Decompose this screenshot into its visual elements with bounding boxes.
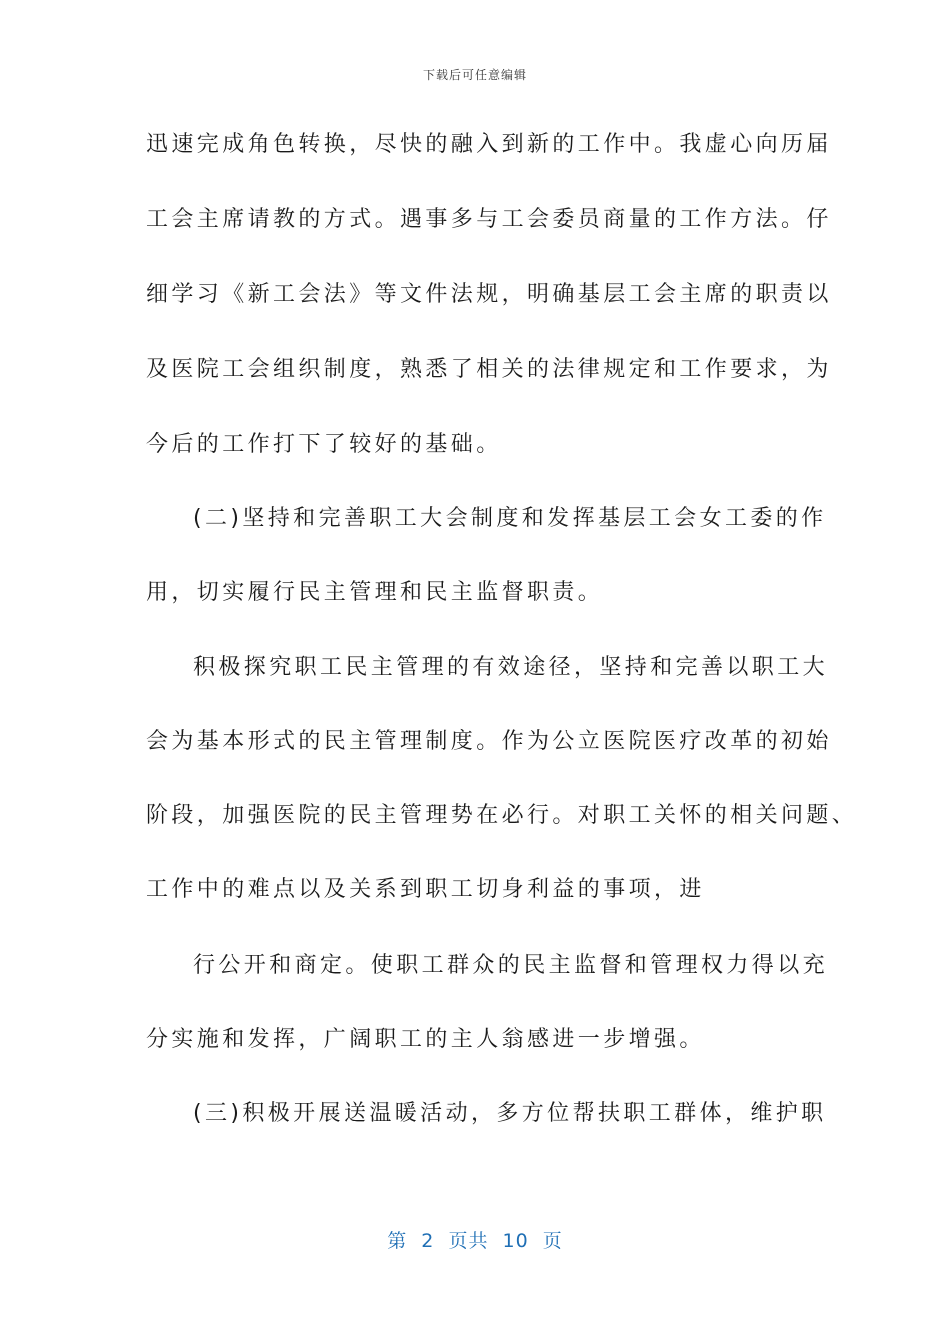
page-number-footer: 第 2 页共 10 页 [387, 1230, 563, 1252]
body-text-line: 及医院工会组织制度，熟悉了相关的法律规定和工作要求，为 [146, 357, 832, 382]
body-text-line: 工会主席请教的方式。遇事多与工会委员商量的工作方法。仔 [146, 207, 832, 232]
body-text-line: 细学习《新工会法》等文件法规，明确基层工会主席的职责以 [146, 282, 832, 307]
body-text-line: (二)坚持和完善职工大会制度和发挥基层工会女工委的作 [193, 506, 827, 531]
body-text-line: 迅速完成角色转换，尽快的融入到新的工作中。我虚心向历届 [146, 132, 832, 157]
body-text-line: 用，切实履行民主管理和民主监督职责。 [146, 580, 604, 605]
body-text-line: 分实施和发挥，广阔职工的主人翁感进一步增强。 [146, 1027, 705, 1052]
body-text-line: (三)积极开展送温暖活动，多方位帮扶职工群体，维护职 [193, 1101, 827, 1126]
page-header: 下载后可任意编辑 [422, 68, 527, 82]
body-text-line: 阶段，加强医院的民主管理势在必行。对职工关怀的相关问题、 [146, 803, 858, 828]
body-text-line: 行公开和商定。使职工群众的民主监督和管理权力得以充 [193, 953, 829, 978]
body-text-line: 积极探究职工民主管理的有效途径，坚持和完善以职工大 [193, 655, 829, 680]
body-text-line: 会为基本形式的民主管理制度。作为公立医院医疗改革的初始 [146, 729, 832, 754]
body-text-line: 工作中的难点以及关系到职工切身利益的事项，进 [146, 877, 705, 902]
body-text-line: 今后的工作打下了较好的基础。 [146, 432, 502, 457]
